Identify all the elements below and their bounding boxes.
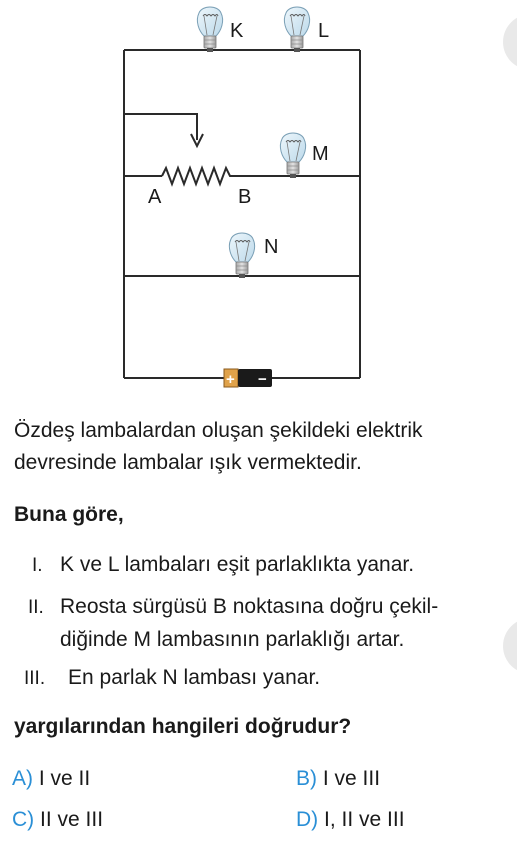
rheostat-slider (124, 114, 197, 140)
statement-numeral: III. (24, 668, 46, 689)
option-letter: C) (12, 808, 35, 831)
option-b[interactable] (296, 767, 380, 791)
battery-minus-sign: − (258, 371, 267, 388)
lamp-k-label: K (230, 20, 244, 42)
option-a[interactable] (12, 767, 90, 791)
rheostat-point-b: B (238, 186, 252, 208)
option-text: I ve II (38, 767, 91, 790)
battery-body (238, 369, 272, 387)
circuit-diagram (0, 0, 517, 400)
question-prompt: yargılarından hangileri doğrudur? (14, 715, 352, 738)
rheostat-resistor (162, 168, 234, 184)
question-lead: Buna göre, (14, 503, 124, 526)
option-text: I ve III (322, 767, 381, 790)
statement-text: En parlak N lambası yanar. (68, 666, 321, 689)
battery-plus-sign: + (226, 371, 235, 388)
statement-numeral: II. (28, 597, 44, 618)
lamp-n-label: N (264, 236, 279, 258)
battery (224, 369, 272, 388)
option-letter: B) (296, 767, 317, 790)
statement-3 (24, 662, 320, 695)
statement-2 (28, 591, 438, 656)
option-c[interactable] (12, 808, 103, 832)
lamp-l-label: L (318, 20, 330, 42)
lamp-m (280, 133, 305, 178)
statement-numeral: I. (32, 555, 43, 576)
page-edge-tab (503, 618, 517, 674)
intro-line: devresinde lambalar ışık vermektedir. (14, 451, 362, 474)
statement-text: K ve L lambaları eşit parlaklıkta yanar. (60, 553, 415, 576)
option-letter: A) (12, 767, 33, 790)
lamp-n (229, 233, 254, 278)
option-text: II ve III (40, 808, 104, 831)
question-intro (14, 415, 423, 479)
intro-line: Özdeş lambalardan oluşan şekildeki elektrik (14, 419, 423, 442)
statement-text: diğinde M lambasının parlaklığı artar. (60, 628, 405, 651)
rheostat-point-a: A (148, 186, 162, 208)
statement-text: Reosta sürgüsü B noktasına doğru çekil- (60, 595, 439, 618)
statement-1 (32, 549, 414, 582)
option-text: I, II ve III (324, 808, 405, 831)
lamp-k (197, 7, 222, 52)
option-d[interactable] (296, 808, 405, 832)
lamp-m-label: M (312, 143, 329, 165)
option-letter: D) (296, 808, 319, 831)
lamp-l (284, 7, 309, 52)
